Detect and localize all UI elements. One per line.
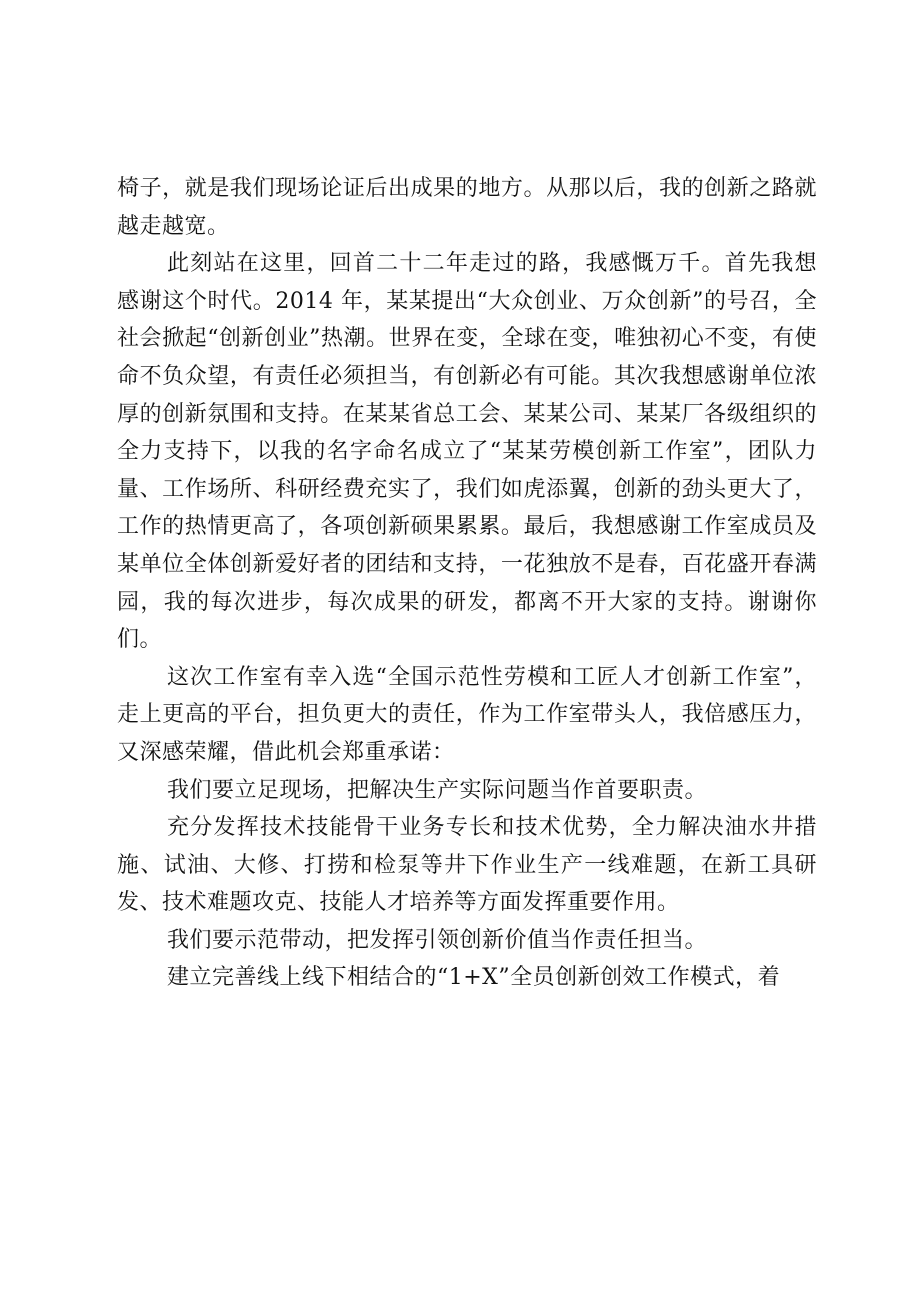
paragraph-3: 这次工作室有幸入选“全国示范性劳模和工匠人才创新工作室”，走上更高的平台，担负更大的责任，作为工作室带头人，我倍感压力，又深感荣耀，借此机会郑重承诺： <box>117 664 817 765</box>
paragraph-5: 充分发挥技术技能骨干业务专长和技术优势，全力解决油水井措施、试油、大修、打捞和检泵等井下作业生产一线难题，在新工具研发、技术难题攻克、技能人才培养等方面发挥重要作用。 <box>117 815 817 916</box>
paragraph-4: 我们要立足现场，把解决生产实际问题当作首要职责。 <box>167 777 708 803</box>
paragraph-7: 建立完善线上线下相结合的“1+X”全员创新创效工作模式，着 <box>167 965 781 991</box>
paragraph-2: 此刻站在这里，回首二十二年走过的路，我感慨万千。首先我想感谢这个时代。2014 年，某某提出“大众创业、万众创新”的号召，全社会掀起“创新创业”热潮。世界在变，全球在变，唯独初心不变，有使命不负众望，有责任必须担当，有创新必有可能。其次我想感谢单位浓厚的创新氛围和支持。在某某省总工会、某某公司、某某厂各级组织的全力支持下，以我的名字命名成立了“某某劳模创新工作室”，团队力量、工作场所、科研经费充实了，我们如虎添翼，创新的劲头更大了，工作的热情更高了，各项创新硕果累累。最后，我想感谢工作室成员及某单位全体创新爱好者的团结和支持，一花独放不是春，百花盛开春满园，我的每次进步，每次成果的研发，都离不开大家的支持。谢谢你们。 <box>117 251 817 653</box>
paragraph-1: 椅子，就是我们现场论证后出成果的地方。从那以后，我的创新之路就越走越宽。 <box>117 176 817 239</box>
paragraph-6: 我们要示范带动，把发挥引领创新价值当作责任担当。 <box>167 927 708 953</box>
document-body <box>117 170 817 997</box>
